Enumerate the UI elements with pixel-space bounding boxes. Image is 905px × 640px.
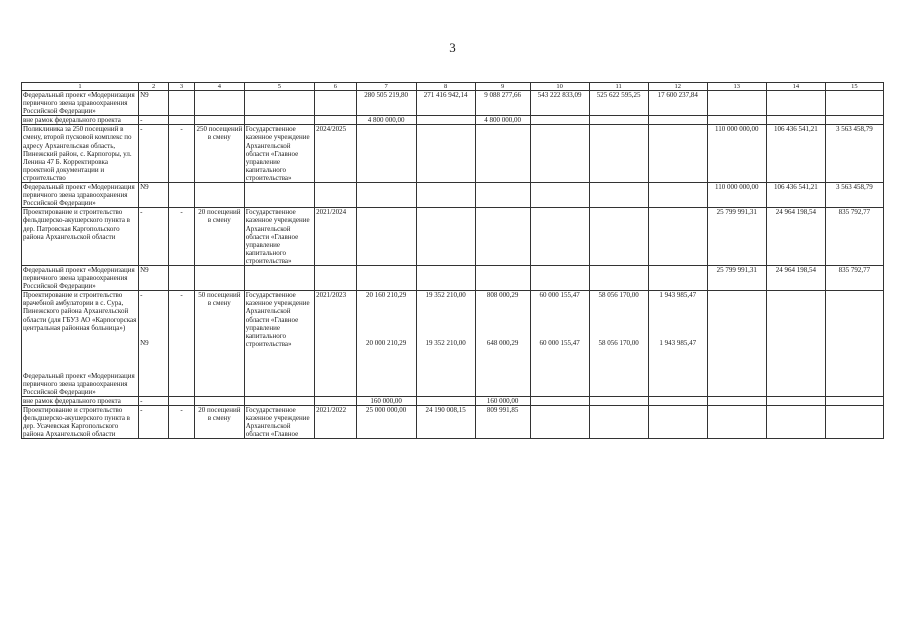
cell-dash bbox=[169, 265, 195, 290]
cell-total-3 bbox=[707, 91, 766, 116]
cell-federal-2 bbox=[589, 116, 648, 125]
cell-text: 106 436 541,21 bbox=[773, 125, 818, 134]
table-row bbox=[22, 125, 884, 183]
cell-period bbox=[315, 116, 356, 125]
cell-text: 19 352 210,00 bbox=[425, 291, 466, 300]
cell-code bbox=[139, 265, 169, 290]
cell-total-2 bbox=[530, 265, 589, 290]
column-number-15: 15 bbox=[825, 83, 883, 91]
cell-total-estimate bbox=[356, 208, 416, 266]
cell-name bbox=[22, 91, 139, 116]
cell-total-2 bbox=[530, 208, 589, 266]
cell-total-estimate bbox=[356, 406, 416, 439]
cell-federal-3 bbox=[766, 265, 825, 290]
cell-capacity bbox=[194, 397, 244, 406]
cell-total-2 bbox=[530, 291, 589, 397]
cell-capacity bbox=[194, 125, 244, 183]
cell-federal-estimate bbox=[416, 397, 475, 406]
cell-total-3 bbox=[707, 291, 766, 397]
cell-text-sub: 20 000 210,29 bbox=[365, 339, 407, 348]
cell-regional-estimate bbox=[475, 397, 530, 406]
cell-text: 3 563 458,79 bbox=[836, 183, 873, 192]
table-row bbox=[22, 291, 884, 397]
cell-text: 110 000 000,00 bbox=[715, 125, 759, 134]
cell-dash bbox=[169, 91, 195, 116]
table-row bbox=[22, 208, 884, 266]
cell-total-estimate bbox=[356, 116, 416, 125]
cell-regional-2 bbox=[648, 406, 707, 439]
cell-federal-3 bbox=[766, 91, 825, 116]
cell-regional-2 bbox=[648, 208, 707, 266]
cell-text: Федеральный проект «Модернизация первичного звена здравоохранения Российской Федерации» bbox=[23, 183, 135, 208]
cell-federal-estimate bbox=[416, 406, 475, 439]
cell-text: 525 622 595,25 bbox=[596, 91, 641, 99]
cell-text: 50 посещений в смену bbox=[198, 291, 241, 308]
cell-regional-2 bbox=[648, 125, 707, 183]
cell-customer bbox=[244, 125, 314, 183]
table-row bbox=[22, 91, 884, 116]
cell-text: 2024/2025 bbox=[316, 125, 347, 134]
cell-federal-3 bbox=[766, 406, 825, 439]
cell-federal-3 bbox=[766, 397, 825, 406]
column-number-7: 7 bbox=[356, 83, 416, 91]
column-number-14: 14 bbox=[766, 83, 825, 91]
cell-period bbox=[315, 291, 356, 397]
cell-text: Проектирование и строительство фельдшерско-акушерского пункта в дер. Усачевская Каргопольского района Архангельской области bbox=[23, 406, 130, 439]
budget-table bbox=[21, 82, 884, 439]
column-number-3: 3 bbox=[169, 83, 195, 91]
cell-text: 17 600 237,84 bbox=[657, 91, 698, 99]
cell-regional-3 bbox=[825, 208, 883, 266]
cell-text: - bbox=[140, 125, 143, 134]
cell-text: 2021/2022 bbox=[316, 406, 347, 415]
cell-capacity bbox=[194, 291, 244, 397]
cell-federal-3 bbox=[766, 208, 825, 266]
column-number-11: 11 bbox=[589, 83, 648, 91]
cell-text: N9 bbox=[140, 91, 149, 99]
cell-dash bbox=[169, 125, 195, 183]
cell-capacity bbox=[194, 406, 244, 439]
cell-dash bbox=[169, 208, 195, 266]
cell-regional-2 bbox=[648, 116, 707, 125]
cell-federal-2 bbox=[589, 291, 648, 397]
column-number-13: 13 bbox=[707, 83, 766, 91]
cell-total-3 bbox=[707, 397, 766, 406]
cell-federal-3 bbox=[766, 125, 825, 183]
cell-code bbox=[139, 125, 169, 183]
cell-customer bbox=[244, 265, 314, 290]
cell-text: 809 991,85 bbox=[486, 406, 519, 415]
cell-text: Государственное казенное учреждение Архангельской области «Главное управление капитального строительства» bbox=[245, 291, 310, 348]
cell-text: 2021/2023 bbox=[316, 291, 347, 300]
cell-text: 250 посещений в смену bbox=[196, 125, 243, 142]
cell-customer bbox=[244, 91, 314, 116]
cell-code bbox=[139, 208, 169, 266]
cell-total-estimate bbox=[356, 183, 416, 208]
cell-federal-estimate bbox=[416, 265, 475, 290]
cell-customer bbox=[244, 397, 314, 406]
cell-federal-estimate bbox=[416, 291, 475, 397]
cell-regional-estimate bbox=[475, 208, 530, 266]
cell-text: 9 088 277,66 bbox=[484, 91, 522, 99]
column-number-6: 6 bbox=[315, 83, 356, 91]
cell-total-3 bbox=[707, 125, 766, 183]
cell-customer bbox=[244, 406, 314, 439]
cell-regional-3 bbox=[825, 291, 883, 397]
cell-regional-estimate bbox=[475, 265, 530, 290]
cell-total-estimate bbox=[356, 265, 416, 290]
cell-dash bbox=[169, 406, 195, 439]
cell-name bbox=[22, 291, 139, 397]
cell-text: Государственное казенное учреждение Архангельской области «Главное bbox=[245, 406, 310, 439]
cell-federal-estimate bbox=[416, 208, 475, 266]
cell-text: 20 посещений в смену bbox=[198, 208, 241, 225]
cell-total-3 bbox=[707, 116, 766, 125]
cell-total-2 bbox=[530, 125, 589, 183]
cell-name bbox=[22, 208, 139, 266]
cell-capacity bbox=[194, 183, 244, 208]
cell-text: Федеральный проект «Модернизация первичного звена здравоохранения Российской Федерации» bbox=[23, 265, 135, 291]
cell-text: 4 800 000,00 bbox=[484, 116, 522, 125]
cell-federal-2 bbox=[589, 397, 648, 406]
cell-period bbox=[315, 406, 356, 439]
cell-total-estimate bbox=[356, 291, 416, 397]
cell-federal-estimate bbox=[416, 91, 475, 116]
cell-text: N9 bbox=[140, 183, 149, 192]
cell-regional-estimate bbox=[475, 116, 530, 125]
column-number-1: 1 bbox=[22, 83, 139, 91]
cell-period bbox=[315, 125, 356, 183]
cell-regional-estimate bbox=[475, 291, 530, 397]
cell-name bbox=[22, 116, 139, 125]
cell-regional-3 bbox=[825, 91, 883, 116]
cell-name bbox=[22, 406, 139, 439]
cell-regional-2 bbox=[648, 265, 707, 290]
cell-regional-3 bbox=[825, 265, 883, 290]
cell-federal-estimate bbox=[416, 116, 475, 125]
page-number: 3 bbox=[449, 40, 456, 55]
cell-text: - bbox=[140, 116, 143, 125]
cell-code bbox=[139, 291, 169, 397]
cell-text: N9 bbox=[140, 265, 149, 274]
cell-text: - bbox=[180, 406, 183, 415]
cell-text: 25 000 000,00 bbox=[365, 406, 407, 415]
cell-total-2 bbox=[530, 183, 589, 208]
cell-total-2 bbox=[530, 116, 589, 125]
cell-code bbox=[139, 397, 169, 406]
cell-period bbox=[315, 208, 356, 266]
cell-text-sub: 60 000 155,47 bbox=[539, 339, 580, 348]
column-number-row bbox=[22, 83, 884, 91]
column-number-10: 10 bbox=[530, 83, 589, 91]
cell-text: Государственное казенное учреждение Архангельской области «Главное управление капитального строительства» bbox=[245, 125, 310, 182]
cell-dash bbox=[169, 397, 195, 406]
cell-code bbox=[139, 406, 169, 439]
cell-text: Проектирование и строительство фельдшерско-акушерского пункта в дер. Патровская Каргопольского района Архангельской области bbox=[23, 208, 130, 241]
cell-capacity bbox=[194, 116, 244, 125]
cell-regional-2 bbox=[648, 91, 707, 116]
cell-regional-estimate bbox=[475, 125, 530, 183]
cell-text: - bbox=[180, 208, 183, 217]
cell-federal-2 bbox=[589, 183, 648, 208]
cell-federal-2 bbox=[589, 208, 648, 266]
cell-regional-3 bbox=[825, 183, 883, 208]
cell-text: 20 160 210,29 bbox=[365, 291, 407, 300]
cell-customer bbox=[244, 208, 314, 266]
cell-text: 271 416 942,14 bbox=[423, 91, 468, 99]
cell-regional-3 bbox=[825, 406, 883, 439]
column-number-2: 2 bbox=[139, 83, 169, 91]
cell-text: - bbox=[140, 208, 143, 217]
cell-customer bbox=[244, 116, 314, 125]
cell-regional-estimate bbox=[475, 183, 530, 208]
cell-regional-2 bbox=[648, 291, 707, 397]
cell-text-sub: 58 056 170,00 bbox=[598, 339, 639, 348]
cell-text: - bbox=[180, 125, 183, 134]
cell-text-sub: Федеральный проект «Модернизация первичного звена здравоохранения Российской Федерации» bbox=[23, 371, 135, 396]
cell-text-sub: 648 000,29 bbox=[486, 339, 519, 348]
cell-federal-2 bbox=[589, 406, 648, 439]
cell-regional-3 bbox=[825, 397, 883, 406]
cell-text: - bbox=[140, 291, 143, 300]
cell-federal-estimate bbox=[416, 183, 475, 208]
table-row bbox=[22, 406, 884, 439]
cell-code bbox=[139, 91, 169, 116]
cell-text: - bbox=[180, 291, 183, 300]
cell-text: - bbox=[140, 397, 143, 405]
cell-total-2 bbox=[530, 397, 589, 406]
cell-dash bbox=[169, 183, 195, 208]
cell-text: 835 792,77 bbox=[838, 265, 871, 274]
cell-name bbox=[22, 265, 139, 290]
cell-federal-2 bbox=[589, 265, 648, 290]
cell-name bbox=[22, 125, 139, 183]
cell-text: вне рамок федерального проекта bbox=[23, 116, 121, 125]
cell-text: 280 505 219,80 bbox=[364, 91, 408, 99]
cell-total-2 bbox=[530, 91, 589, 116]
cell-regional-2 bbox=[648, 397, 707, 406]
cell-text: 4 800 000,00 bbox=[367, 116, 405, 125]
cell-text: 835 792,77 bbox=[838, 208, 871, 217]
cell-text-sub: 19 352 210,00 bbox=[425, 339, 466, 348]
cell-period bbox=[315, 183, 356, 208]
cell-text: 543 222 833,09 bbox=[537, 91, 582, 99]
cell-text: 160 000,00 bbox=[486, 397, 519, 405]
cell-customer bbox=[244, 183, 314, 208]
cell-capacity bbox=[194, 208, 244, 266]
cell-text: 1 943 985,47 bbox=[659, 291, 697, 300]
cell-text: Проектирование и строительство врачебной амбулатории в с. Сура, Пинежского района Архангельской области (для ГБУЗ АО «Карпогорская центральная районная больница») bbox=[23, 291, 137, 332]
column-number-5: 5 bbox=[244, 83, 314, 91]
cell-text: 160 000,00 bbox=[370, 397, 402, 405]
column-number-8: 8 bbox=[416, 83, 475, 91]
table-row bbox=[22, 183, 884, 208]
table-row bbox=[22, 397, 884, 406]
cell-federal-3 bbox=[766, 183, 825, 208]
cell-text: 58 056 170,00 bbox=[598, 291, 639, 300]
cell-text: вне рамок федерального проекта bbox=[23, 397, 121, 405]
cell-total-estimate bbox=[356, 91, 416, 116]
cell-total-3 bbox=[707, 406, 766, 439]
cell-text: 808 000,29 bbox=[486, 291, 519, 300]
cell-period bbox=[315, 265, 356, 290]
cell-capacity bbox=[194, 91, 244, 116]
cell-text: 24 964 198,54 bbox=[775, 265, 816, 274]
cell-text: Поликлиника за 250 посещений в смену, второй пусковой комплекс по адресу Архангельская область, Пинежский район, с. Карпогоры, ул. Ленина 47 Б. Корректировка проектной документации и строительство bbox=[23, 125, 132, 182]
cell-customer bbox=[244, 291, 314, 397]
cell-text: - bbox=[140, 406, 143, 415]
cell-federal-estimate bbox=[416, 125, 475, 183]
cell-text: 110 000 000,00 bbox=[715, 183, 759, 192]
cell-name bbox=[22, 183, 139, 208]
cell-text: 25 799 991,31 bbox=[716, 265, 757, 274]
cell-text-sub: 1 943 985,47 bbox=[659, 339, 697, 348]
cell-text: Федеральный проект «Модернизация первичного звена здравоохранения Российской Федерации» bbox=[23, 91, 135, 116]
cell-text: 106 436 541,21 bbox=[773, 183, 818, 192]
cell-period bbox=[315, 91, 356, 116]
column-number-4: 4 bbox=[194, 83, 244, 91]
cell-code bbox=[139, 183, 169, 208]
cell-federal-2 bbox=[589, 91, 648, 116]
cell-text: 60 000 155,47 bbox=[539, 291, 580, 300]
cell-total-estimate bbox=[356, 397, 416, 406]
cell-regional-3 bbox=[825, 116, 883, 125]
cell-total-3 bbox=[707, 183, 766, 208]
cell-regional-2 bbox=[648, 183, 707, 208]
cell-federal-3 bbox=[766, 116, 825, 125]
cell-text-sub: N9 bbox=[140, 339, 149, 348]
cell-federal-2 bbox=[589, 125, 648, 183]
cell-total-3 bbox=[707, 208, 766, 266]
cell-total-3 bbox=[707, 265, 766, 290]
cell-period bbox=[315, 397, 356, 406]
cell-text: 3 563 458,79 bbox=[836, 125, 873, 134]
cell-code bbox=[139, 116, 169, 125]
cell-total-estimate bbox=[356, 125, 416, 183]
cell-dash bbox=[169, 116, 195, 125]
cell-regional-estimate bbox=[475, 406, 530, 439]
cell-text: 24 190 008,15 bbox=[425, 406, 466, 415]
column-number-9: 9 bbox=[475, 83, 530, 91]
cell-text: 2021/2024 bbox=[316, 208, 347, 217]
cell-capacity bbox=[194, 265, 244, 290]
table-row bbox=[22, 265, 884, 290]
cell-regional-3 bbox=[825, 125, 883, 183]
table-row bbox=[22, 116, 884, 125]
cell-text: 24 964 198,54 bbox=[775, 208, 816, 217]
cell-dash bbox=[169, 291, 195, 397]
cell-name bbox=[22, 397, 139, 406]
cell-regional-estimate bbox=[475, 91, 530, 116]
cell-federal-3 bbox=[766, 291, 825, 397]
cell-text: Государственное казенное учреждение Архангельской области «Главное управление капитального строительства» bbox=[245, 208, 310, 265]
column-number-12: 12 bbox=[648, 83, 707, 91]
cell-text: 25 799 991,31 bbox=[716, 208, 757, 217]
cell-total-2 bbox=[530, 406, 589, 439]
cell-text: 20 посещений в смену bbox=[198, 406, 241, 423]
